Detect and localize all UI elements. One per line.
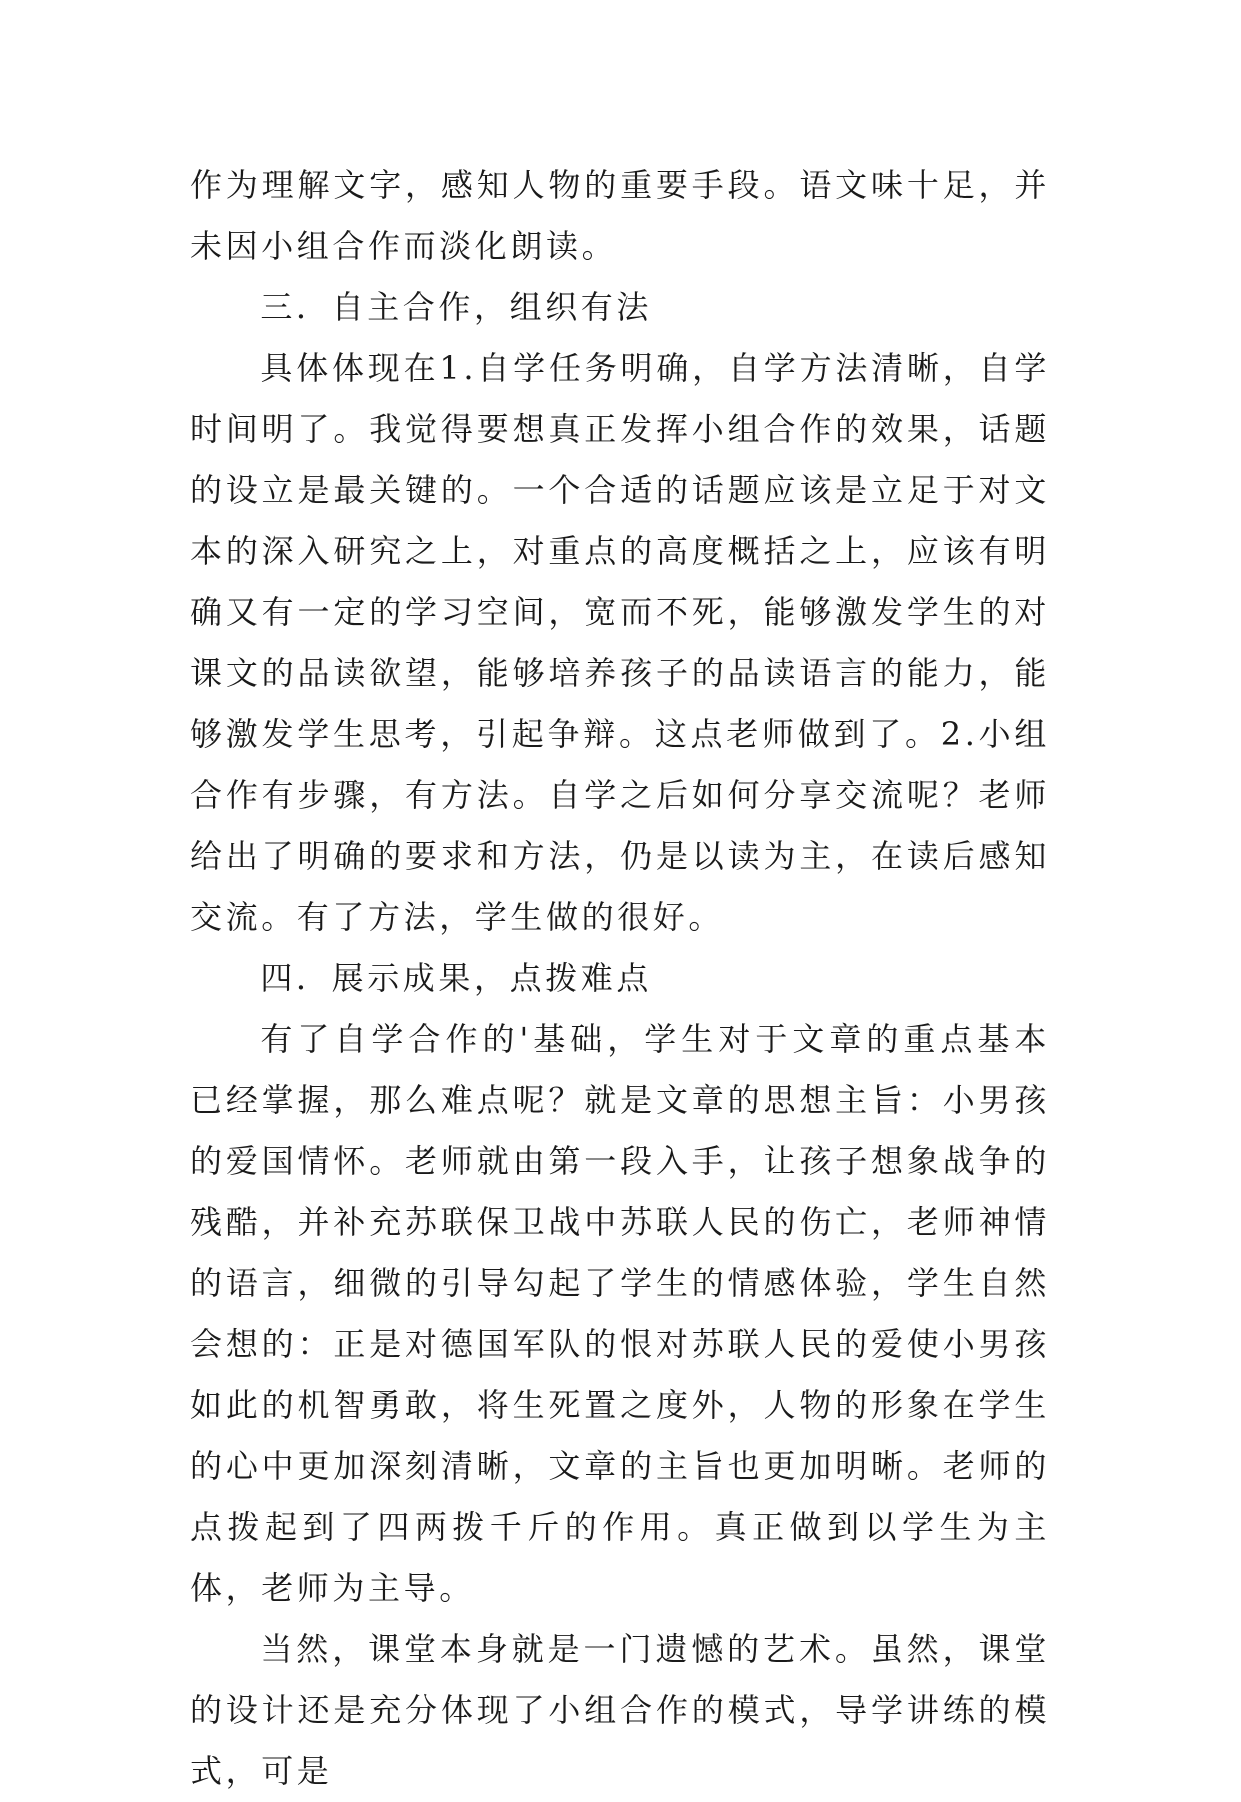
paragraph-conclusion: 当然，课堂本身就是一门遗憾的艺术。虽然，课堂的设计还是充分体现了小组合作的模式，导学讲练的模式，可是 (190, 1630, 1050, 1790)
body-text (190, 155, 1050, 1802)
section-heading-3: 三．自主合作，组织有法 (260, 288, 652, 326)
paragraph-results: 有了自学合作的'基础，学生对于文章的重点基本已经掌握，那么难点呢？就是文章的思想主旨：小男孩的爱国情怀。老师就由第一段入手，让孩子想象战争的残酷，并补充苏联保卫战中苏联人民的伤亡，老师神情的语言，细微的引导勾起了学生的情感体验，学生自然会想的：正是对德国军队的恨对苏联人民的爱使小男孩如此的机智勇敢，将生死置之度外，人物的形象在学生的心中更加深刻清晰，文章的主旨也更加明晰。老师的点拨起到了四两拨千斤的作用。真正做到以学生为主体，老师为主导。 (190, 1020, 1050, 1607)
section-heading-4: 四．展示成果，点拨难点 (260, 959, 652, 997)
paragraph-continuation: 作为理解文字，感知人物的重要手段。语文味十足，并未因小组合作而淡化朗读。 (190, 166, 1050, 265)
paragraph-self-study: 具体体现在1.自学任务明确，自学方法清晰，自学时间明了。我觉得要想真正发挥小组合作的效果，话题的设立是最关键的。一个合适的话题应该是立足于对文本的深入研究之上，对重点的高度概括之上，应该有明确又有一定的学习空间，宽而不死，能够激发学生的对课文的品读欲望，能够培养孩子的品读语言的能力，能够激发学生思考，引起争辩。这点老师做到了。2.小组合作有步骤，有方法。自学之后如何分享交流呢？老师给出了明确的要求和方法，仍是以读为主，在读后感知交流。有了方法，学生做的很好。 (190, 349, 1050, 936)
